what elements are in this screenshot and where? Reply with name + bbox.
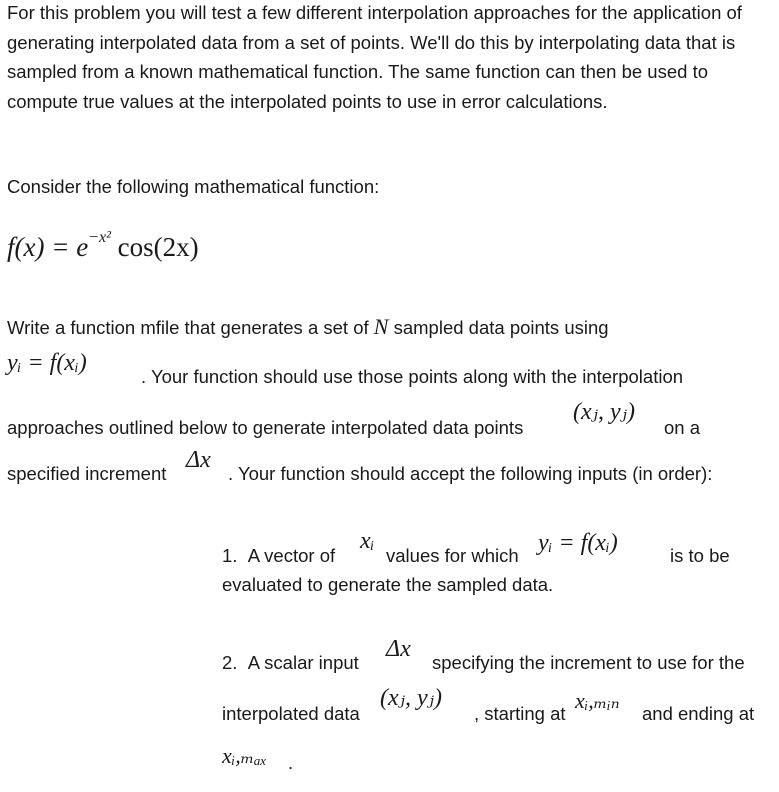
item-1-line-1 xyxy=(222,545,335,567)
write-text-3: . Your function should use those points along with the interpolation xyxy=(141,366,684,387)
write-text-1: Write a function mfile that generates a set of xyxy=(7,317,374,338)
item-2-delta-x-symbol: Δx xyxy=(386,636,411,662)
item-1-text-4: evaluated to generate the sampled data. xyxy=(222,574,554,595)
item-2-text-6: . xyxy=(288,752,294,773)
write-line-1 xyxy=(7,314,609,340)
item-1-yi-equals-fxi: yᵢ = f(xᵢ) xyxy=(538,530,618,556)
consider-text: Consider the following mathematical function: xyxy=(7,176,380,197)
item-2-text-5: and ending at xyxy=(642,703,755,724)
item-2-text-4: , starting at xyxy=(474,703,566,724)
item-2-text-1: A scalar input xyxy=(247,652,359,673)
write-text-6: specified increment xyxy=(7,463,167,484)
write-text-7: . Your function should accept the following inputs (in order): xyxy=(228,463,713,484)
item-2-xj-yj-symbol: (xⱼ, yⱼ) xyxy=(380,685,442,711)
write-text-2: sampled data points using xyxy=(388,317,609,338)
write-text-5: on a xyxy=(664,417,701,438)
xj-yj-symbol: (xⱼ, yⱼ) xyxy=(573,399,635,425)
intro-paragraph: For this problem you will test a few different interpolation approaches for the application of generating interpolated data from a set of points. We'll do this by interpolating data that is sampled from a known mathematical function. The same function can then be used to compute true values at the interpolated points to use in error calculations. xyxy=(7,2,742,112)
xi-symbol: xᵢ xyxy=(360,528,375,554)
yi-equals-fxi: yᵢ = f(xᵢ) xyxy=(7,350,87,376)
formula-lhs: f(x) = e xyxy=(7,232,89,262)
formula-exponent: −x² xyxy=(88,229,111,246)
item-1-number: 1. xyxy=(222,545,238,566)
item-2-number: 2. xyxy=(222,652,238,673)
write-text-4: approaches outlined below to generate interpolated data points xyxy=(7,417,524,438)
n-symbol: N xyxy=(373,314,389,339)
item-2-text-3: interpolated data xyxy=(222,703,360,724)
item-2-text-2: specifying the increment to use for the xyxy=(432,652,745,673)
xi-min-symbol: xᵢ,ₘᵢₙ xyxy=(575,688,620,713)
item-1-text-1: A vector of xyxy=(247,545,336,566)
item-1-text-2: values for which xyxy=(386,545,519,566)
xi-max-symbol: xᵢ,ₘₐₓ xyxy=(222,743,267,768)
item-1-text-3: is to be xyxy=(670,545,730,566)
delta-x-symbol: Δx xyxy=(186,447,211,473)
item-2-line-1 xyxy=(222,652,359,674)
formula-rhs: cos(2x) xyxy=(110,232,199,262)
function-formula xyxy=(7,229,199,263)
